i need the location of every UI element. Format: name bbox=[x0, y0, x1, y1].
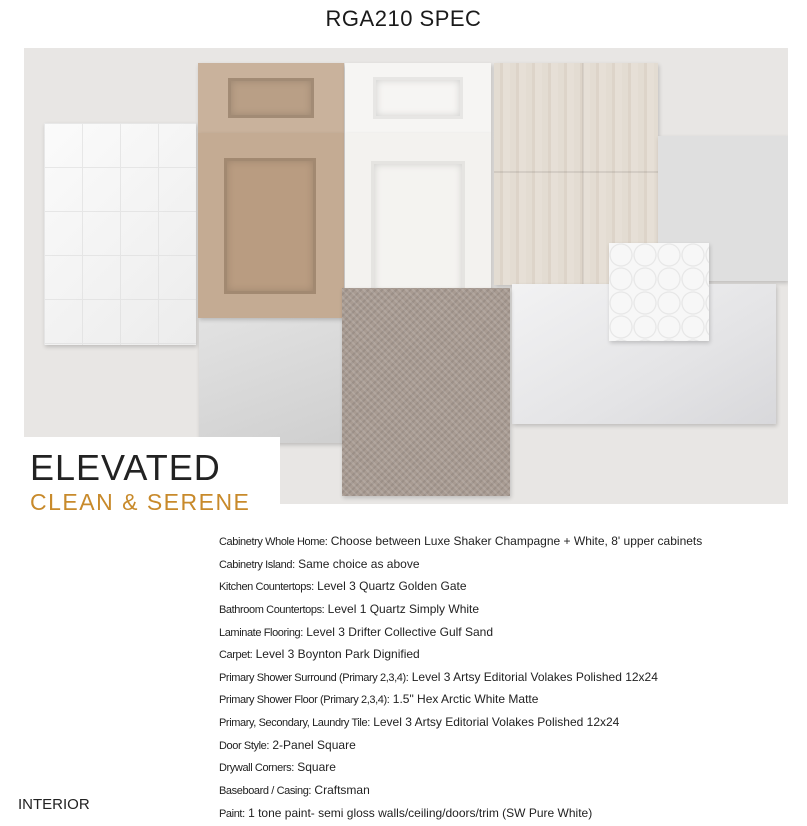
spec-item: Kitchen Countertops: Level 3 Quartz Golden Gate bbox=[219, 579, 467, 594]
brand-line-2: CLEAN & SERENE bbox=[30, 489, 251, 515]
spec-item: Drywall Corners: Square bbox=[219, 760, 336, 775]
spec-item: Cabinetry Whole Home: Choose between Luxe Shaker Champagne + White, 8' upper cabinets bbox=[219, 534, 703, 548]
champagne-cabinet-door-sample bbox=[198, 133, 344, 318]
spec-list bbox=[219, 532, 702, 826]
spec-item: Cabinetry Island: Same choice as above bbox=[219, 556, 420, 571]
collection-brand bbox=[24, 437, 280, 517]
section-label: INTERIOR bbox=[18, 796, 90, 813]
white-subway-tile-sample bbox=[44, 123, 196, 345]
champagne-drawer-front-sample bbox=[198, 63, 344, 133]
spec-item: Baseboard / Casing: Craftsman bbox=[219, 783, 370, 798]
hex-floor-tile-sample bbox=[609, 243, 709, 341]
spec-item: Laminate Flooring: Level 3 Drifter Collective Gulf Sand bbox=[219, 624, 493, 639]
spec-item: Primary, Secondary, Laundry Tile: Level 3 Artsy Editorial Volakes Polished 12x24 bbox=[219, 715, 620, 730]
spec-item: Paint: 1 tone paint- semi gloss walls/ceiling/doors/trim (SW Pure White) bbox=[219, 805, 593, 820]
material-samples-photo bbox=[24, 48, 788, 504]
spec-item: Carpet: Level 3 Boynton Park Dignified bbox=[219, 647, 420, 662]
white-drawer-front-sample bbox=[345, 63, 491, 133]
spec-item: Door Style: 2-Panel Square bbox=[219, 737, 356, 752]
brand-line-1: ELEVATED bbox=[30, 447, 221, 488]
spec-item: Primary Shower Floor (Primary 2,3,4): 1.5" Hex Arctic White Matte bbox=[219, 692, 539, 707]
quartz-countertop-sample bbox=[199, 318, 349, 443]
page-title: RGA210 SPEC bbox=[325, 6, 482, 31]
carpet-sample bbox=[342, 288, 510, 496]
spec-item: Primary Shower Surround (Primary 2,3,4): Level 3 Artsy Editorial Volakes Polished 12x24 bbox=[219, 669, 658, 684]
spec-item: Bathroom Countertops: Level 1 Quartz Simply White bbox=[219, 601, 480, 616]
